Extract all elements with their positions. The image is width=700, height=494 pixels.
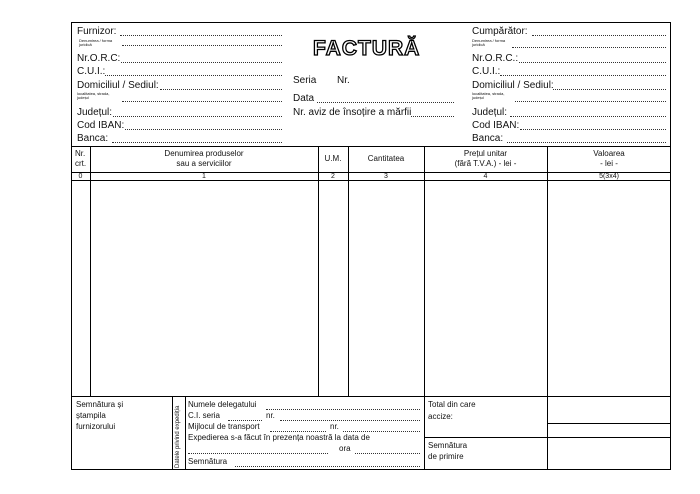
col-index-4: 4	[483, 173, 488, 180]
receipt-label-1: Semnătura	[428, 441, 468, 450]
footer-divider-signature	[172, 396, 173, 470]
col-header-price-1: Prețul unitar	[463, 149, 508, 158]
notice-label: Nr. aviz de însoțire a mărfii	[293, 107, 412, 118]
signature-line[interactable]	[235, 466, 420, 467]
col-header-crt-2: crt.	[75, 159, 87, 168]
ci-series-label: C.I. seria	[188, 411, 221, 420]
supplier-bank-line[interactable]	[112, 142, 282, 143]
col-divider-3	[348, 146, 349, 396]
signature-supplier-3: furnizorului	[76, 422, 116, 431]
supplier-reg-label: Nr.O.R.C:	[77, 53, 121, 64]
hour-line[interactable]	[355, 453, 420, 454]
ci-nr-line[interactable]	[280, 420, 420, 421]
buyer-label-note: Denumirea / forma juridică	[472, 38, 506, 48]
supplier-iban-line[interactable]	[125, 129, 282, 130]
col-header-name-1: Denumirea produselor	[164, 149, 244, 158]
receipt-label-2: de primire	[428, 452, 464, 461]
buyer-cui-line[interactable]	[500, 75, 666, 76]
buyer-cui-label: C.U.I.:	[472, 66, 501, 77]
col-header-value-1: Valoarea	[593, 149, 625, 158]
supplier-iban-label: Cod IBAN:	[77, 120, 125, 131]
receipt-signature-cell[interactable]	[548, 438, 670, 469]
col-header-price-2: (fără T.V.A.) - lei -	[454, 159, 517, 168]
date-label: Data	[293, 93, 315, 104]
col-header-value-2: - lei -	[600, 159, 618, 168]
buyer-address-note: localitatea, strada, județul	[472, 91, 505, 101]
supplier-address-line-2[interactable]	[122, 101, 282, 102]
buyer-reg-label: Nr.O.R.C.:	[472, 53, 519, 64]
buyer-name-line[interactable]	[532, 35, 666, 36]
footer-divider-expedition	[185, 396, 186, 470]
buyer-iban-line[interactable]	[520, 129, 666, 130]
page-title: FACTURĂ	[313, 37, 421, 60]
supplier-name-line-2[interactable]	[122, 45, 282, 46]
col-index-5: 5(3x4)	[599, 173, 619, 180]
transport-label: Mijlocul de transport	[188, 422, 260, 431]
total-value-cell[interactable]	[548, 397, 670, 423]
transport-nr-line[interactable]	[343, 431, 420, 432]
notice-line[interactable]	[411, 116, 454, 117]
supplier-reg-line[interactable]	[121, 62, 282, 63]
col-header-name-2: sau a serviciilor	[176, 159, 232, 168]
col-index-2: 2	[331, 173, 335, 180]
date-line[interactable]	[317, 102, 454, 103]
ci-nr-label: nr.	[266, 411, 275, 420]
supplier-cui-line[interactable]	[105, 75, 282, 76]
hour-label: ora	[339, 444, 351, 453]
delegate-label: Numele delegatului	[188, 400, 257, 409]
number-label: Nr.	[337, 75, 350, 86]
buyer-bank-label: Banca:	[472, 133, 504, 144]
col-divider-2	[318, 146, 319, 396]
supplier-name-line[interactable]	[120, 35, 282, 36]
col-header-um: U.M.	[324, 154, 342, 163]
total-label-2: accize:	[428, 412, 453, 421]
transport-line[interactable]	[270, 431, 326, 432]
buyer-address-line[interactable]	[553, 89, 666, 90]
buyer-county-label: Județul:	[472, 107, 508, 118]
statement-date-line[interactable]	[188, 453, 328, 454]
expedition-vertical-label: Datele privind expediția	[175, 405, 181, 468]
col-index-3: 3	[384, 173, 388, 180]
col-header-quantity: Cantitatea	[367, 154, 405, 163]
col-index-0: 0	[78, 173, 83, 180]
col-divider-4	[424, 146, 425, 470]
buyer-reg-line[interactable]	[519, 62, 666, 63]
buyer-bank-line[interactable]	[507, 142, 666, 143]
delegate-line[interactable]	[266, 409, 420, 410]
supplier-address-line[interactable]	[160, 89, 282, 90]
ci-series-line[interactable]	[228, 420, 262, 421]
signature-supplier-2: ștampila	[76, 411, 106, 420]
supplier-address-label: Domiciliul / Sediul:	[77, 80, 159, 91]
transport-nr-label: nr.	[330, 422, 339, 431]
supplier-county-label: Județul:	[77, 107, 113, 118]
supplier-cui-label: C.U.I.:	[77, 66, 106, 77]
statement-text: Expedierea s-a făcut în prezența noastră la data de	[188, 433, 370, 442]
items-area[interactable]	[91, 181, 318, 396]
total-label-1: Total din care	[428, 400, 476, 409]
buyer-label: Cumpărător:	[472, 26, 528, 37]
excise-value-cell[interactable]	[548, 424, 670, 437]
supplier-county-line[interactable]	[113, 116, 282, 117]
col-index-1: 1	[202, 173, 206, 180]
buyer-address-label: Domiciliul / Sediul:	[472, 80, 554, 91]
supplier-label-note: Denumirea / forma juridică	[79, 38, 113, 48]
buyer-county-line[interactable]	[510, 116, 666, 117]
buyer-address-line-2[interactable]	[515, 101, 666, 102]
supplier-address-note: localitatea, strada, județul	[77, 91, 110, 101]
col-header-crt-1: Nr.	[75, 149, 86, 158]
buyer-iban-label: Cod IBAN:	[472, 120, 520, 131]
signature-label: Semnătura	[188, 457, 228, 466]
series-label: Seria	[293, 75, 317, 86]
buyer-name-line-2[interactable]	[512, 47, 666, 48]
supplier-bank-label: Banca:	[77, 133, 109, 144]
supplier-label: Furnizor:	[77, 26, 117, 37]
signature-supplier-1: Semnătura și	[76, 400, 124, 409]
table-top-rule	[71, 146, 671, 147]
